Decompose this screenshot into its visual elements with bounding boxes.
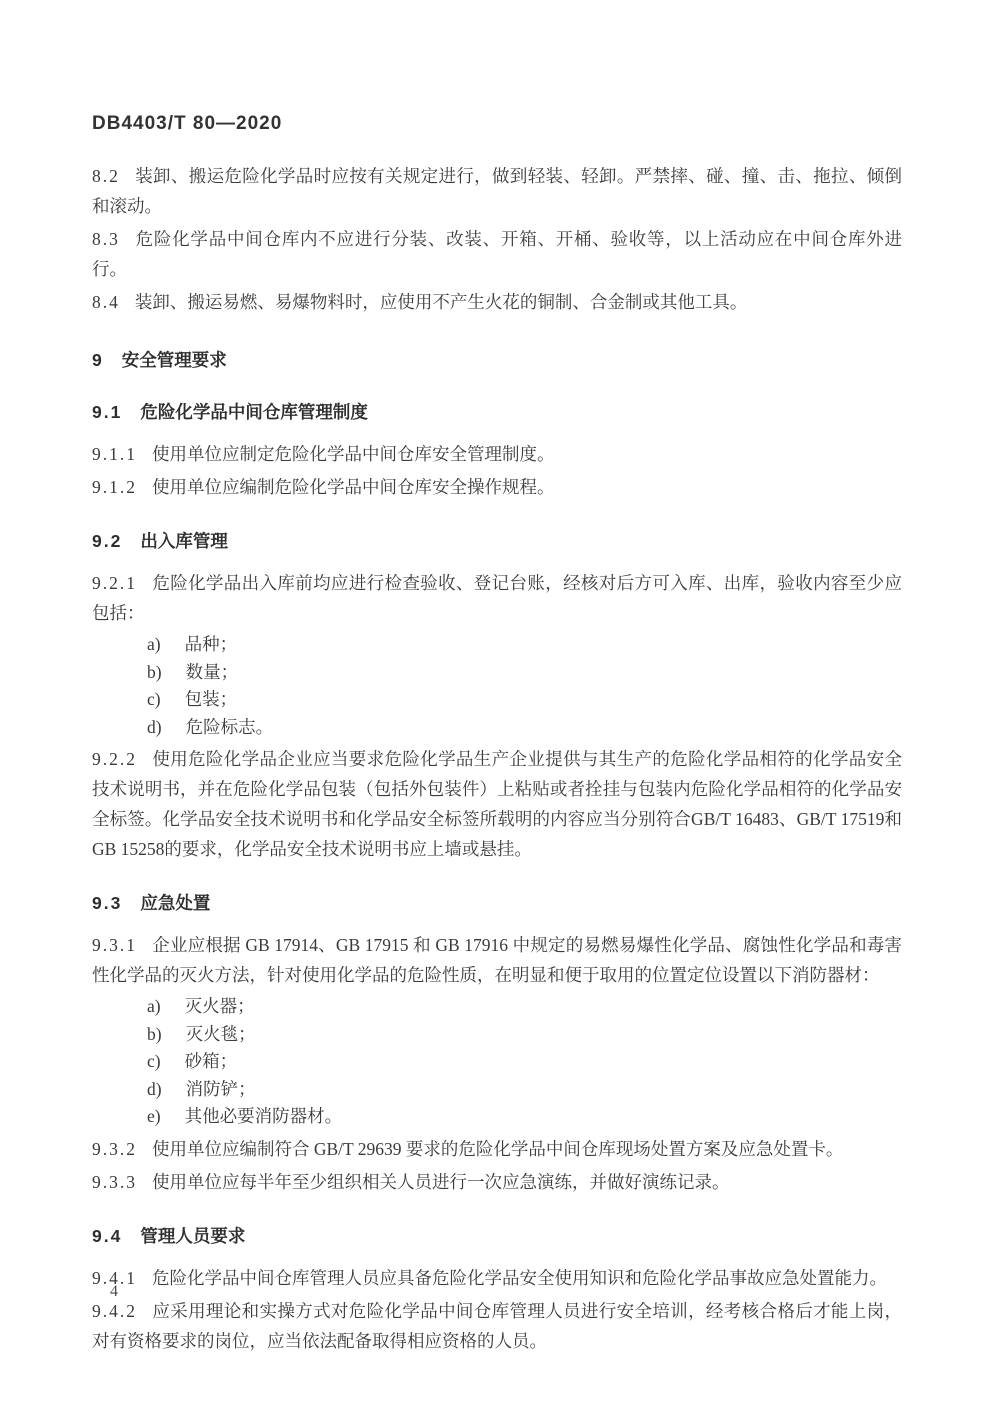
list-marker: d) [147, 716, 162, 737]
list-item [92, 714, 902, 742]
page-number: 4 [110, 1283, 118, 1300]
clause-text: 装卸、搬运危险化学品时应按有关规定进行，做到轻装、轻卸。严禁摔、碰、撞、击、拖拉、倾倒和滚动。 [92, 166, 902, 216]
clause-text: 使用单位应每半年至少组织相关人员进行一次应急演练，并做好演练记录。 [152, 1171, 730, 1192]
list-item-text: 其他必要消防器材。 [184, 1106, 343, 1126]
list-marker: b) [147, 661, 162, 682]
clause-number: 9.1 [92, 402, 123, 422]
section-heading [92, 399, 902, 425]
document-body [92, 158, 902, 1359]
clause-number: 9.2.1 [92, 573, 137, 593]
section-heading [92, 347, 902, 373]
list-item-text: 品种； [184, 634, 238, 654]
list-marker: c) [147, 1051, 161, 1071]
clause-text: 危险化学品中间仓库管理人员应具备危险化学品安全使用知识和危险化学品事故应急处置能力。 [152, 1267, 887, 1288]
list-item [92, 993, 902, 1021]
section-heading [92, 890, 902, 916]
section-heading-text: 危险化学品中间仓库管理制度 [140, 402, 368, 422]
list-item-text: 消防铲； [185, 1078, 256, 1099]
list-item-text: 危险标志。 [185, 716, 274, 737]
section-heading-text: 管理人员要求 [140, 1225, 246, 1246]
clause [92, 472, 902, 502]
clause-text: 危险化学品中间仓库内不应进行分装、改装、开箱、开桶、验收等，以上活动应在中间仓库外进行。 [92, 229, 902, 279]
clause [92, 744, 902, 864]
clause-number: 9.1.1 [92, 444, 137, 464]
clause [92, 1263, 902, 1293]
list-item-text: 灭火毯； [185, 1023, 256, 1044]
clause-number: 9.1.2 [92, 477, 137, 497]
list-item [92, 1076, 902, 1104]
list-item [92, 1048, 902, 1076]
clause [92, 287, 902, 317]
clause-text: 使用单位应编制符合 GB/T 29639 要求的危险化学品中间仓库现场处置方案及应急处置卡。 [152, 1138, 844, 1159]
clause-number: 8.2 [92, 166, 120, 186]
clause [92, 224, 902, 284]
clause-text: 使用单位应制定危险化学品中间仓库安全管理制度。 [152, 444, 555, 464]
list-marker: a) [147, 996, 161, 1016]
clause-text: 应采用理论和实操方式对危险化学品中间仓库管理人员进行安全培训，经考核合格后才能上岗，对有资格要求的岗位，应当依法配备取得相应资格的人员。 [92, 1300, 902, 1351]
page-header: DB4403/T 80—2020 [92, 113, 283, 134]
clause-number: 9.4 [92, 1225, 123, 1246]
section-heading [92, 528, 902, 554]
section-heading-text: 出入库管理 [140, 531, 228, 551]
clause [92, 439, 902, 469]
list-item-text: 砂箱； [184, 1051, 238, 1071]
clause-number: 9.3.1 [92, 935, 137, 955]
clause [92, 161, 902, 221]
clause-text: 企业应根据 GB 17914、GB 17915 和 GB 17916 中规定的易燃易爆性化学品、腐蚀性化学品和毒害性化学品的灭火方法，针对使用化学品的危险性质，在明显和便于取用的位置定位设置以下消防器材： [92, 935, 902, 985]
clause [92, 1134, 902, 1164]
list-item [92, 1103, 902, 1131]
clause-number: 9.3 [92, 893, 123, 913]
list-item-text: 数量； [185, 661, 239, 682]
clause-number: 9.3.2 [92, 1138, 137, 1159]
clause-number: 9.3.3 [92, 1171, 137, 1192]
list-marker: e) [147, 1106, 161, 1126]
clause-text: 使用危险化学品企业应当要求危险化学品生产企业提供与其生产的危险化学品相符的化学品安全技术说明书，并在危险化学品包装（包括外包装件）上粘贴或者拴挂与包装内危险化学品相符的化学品安全标签。化学品安全技术说明书和化学品安全标签所载明的内容应当分别符合GB/T 16483、GB/T 17519和GB 15258的要求，化学品安全技术说明书应上墙或悬挂。 [92, 749, 902, 859]
list-item [92, 631, 902, 659]
list-item [92, 686, 902, 714]
list-item [92, 1021, 902, 1049]
clause-number: 9.4.1 [92, 1267, 137, 1288]
clause [92, 1167, 902, 1197]
clause-text: 危险化学品出入库前均应进行检查验收、登记台账，经核对后方可入库、出库，验收内容至少应包括： [92, 573, 902, 623]
clause [92, 930, 902, 990]
section-heading [92, 1223, 902, 1249]
clause-number: 8.3 [92, 229, 120, 249]
list-marker: a) [147, 634, 161, 654]
clause-number: 8.4 [92, 292, 120, 312]
clause [92, 1296, 902, 1356]
clause-text: 装卸、搬运易燃、易爆物料时，应使用不产生火花的铜制、合金制或其他工具。 [134, 292, 748, 312]
list-item [92, 659, 902, 687]
clause [92, 568, 902, 628]
list-marker: b) [147, 1023, 162, 1044]
section-heading-text: 应急处置 [140, 893, 211, 913]
section-heading-text: 安全管理要求 [121, 350, 227, 370]
list-item-text: 包装； [184, 689, 238, 709]
clause-number: 9.2 [92, 531, 123, 551]
clause-number: 9.4.2 [92, 1300, 137, 1321]
list-item-text: 灭火器； [184, 996, 255, 1016]
clause-number: 9.2.2 [92, 749, 137, 769]
clause-text: 使用单位应编制危险化学品中间仓库安全操作规程。 [152, 477, 555, 497]
list-marker: c) [147, 689, 161, 709]
clause-number: 9 [92, 350, 104, 370]
list-marker: d) [147, 1078, 162, 1099]
